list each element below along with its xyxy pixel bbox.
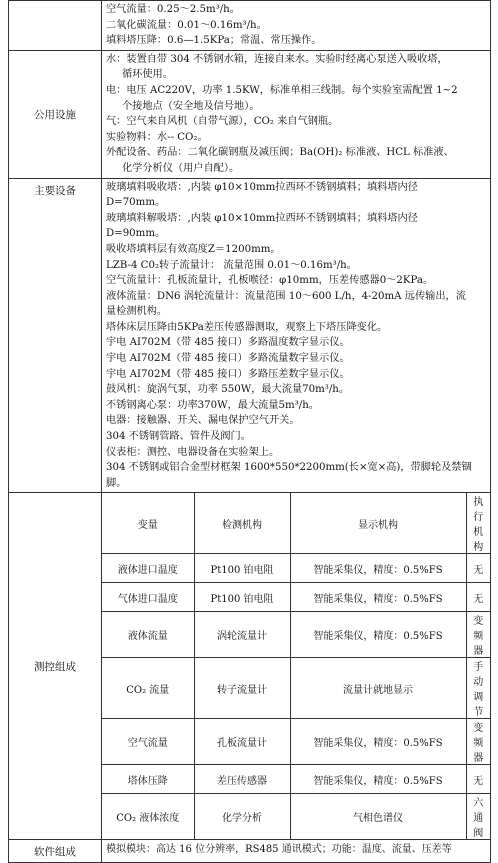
param-line: 填料塔压降：0.6—1.5KPa；常温、常压操作。 xyxy=(106,35,322,47)
table-row xyxy=(102,612,490,658)
software-label: 软件组成 xyxy=(9,840,102,863)
cell-display: 流量计就地显示 xyxy=(290,658,466,719)
cell-detection: 差压传感器 xyxy=(194,765,290,794)
table-row xyxy=(102,719,490,765)
cell-detection: 转子流量计 xyxy=(194,658,290,719)
equipment-line: 仪表柜：测控、电器设备在实验架上。 xyxy=(106,446,280,458)
equipment-line: 脚。 xyxy=(106,477,127,489)
equipment-line: 304 不锈钢管路、管件及阀门。 xyxy=(106,431,251,443)
table-row xyxy=(102,583,490,612)
cell-actuator: 手动调节 xyxy=(466,658,490,719)
equipment-line: 吸收塔填料层有效高度Z＝1200mm。 xyxy=(106,243,281,255)
public-facilities-label: 公用设施 xyxy=(9,50,102,178)
header-detection: 检测机构 xyxy=(194,493,290,554)
cell-actuator: 变频器 xyxy=(466,719,490,765)
cell-detection: 孔板流量计 xyxy=(194,719,290,765)
param-line: 二氧化碳流量：0.01～0.16m³/h。 xyxy=(106,19,267,31)
params-row xyxy=(9,1,491,51)
cell-detection: 涡轮流量计 xyxy=(194,612,290,658)
cell-actuator: 无 xyxy=(466,765,490,794)
cell-actuator: 无 xyxy=(466,554,490,583)
equipment-line: 玻璃填料吸收塔：,内装 φ10×10mm拉西环不锈钢填料；填料塔内径 xyxy=(106,181,418,193)
equipment-line: 宇电 AI702M（带 485 接口）多路温度数字显示仪。 xyxy=(106,337,350,349)
equipment-line: D=70mm。 xyxy=(106,197,166,209)
equipment-label: 主要设备 xyxy=(9,178,102,493)
cell-variable: 空气流量 xyxy=(102,719,194,765)
cell-detection: Pt100 铂电阻 xyxy=(194,554,290,583)
cell-display: 智能采集仪，精度：0.5%FS xyxy=(290,612,466,658)
cell-detection: 化学分析 xyxy=(194,794,290,840)
public-facilities-row xyxy=(9,50,491,178)
facility-line: 化学分析仪（用户自配）。 xyxy=(122,162,240,174)
facility-line: 外配设备、药品：二氧化碳钢瓶及减压阀；Ba(OH)₂ 标准液、HCL 标准液、 xyxy=(106,147,454,159)
cell-variable: CO₂ 流量 xyxy=(102,658,194,719)
software-text: 模拟模块：高达 16 位分辨率，RS485 通讯模式；功能：温度、流量、压差等 xyxy=(106,844,452,856)
equipment-row xyxy=(9,178,491,493)
control-table xyxy=(102,493,490,839)
control-label: 测控组成 xyxy=(9,493,102,840)
cell-variable: 气体进口温度 xyxy=(102,583,194,612)
software-row xyxy=(9,840,491,863)
cell-variable: CO₂ 液体浓度 xyxy=(102,794,194,840)
facility-line: 气：空气来自风机（自带气源），CO₂ 来自气钢瓶。 xyxy=(106,116,339,128)
equipment-line: 鼓风机：旋涡气泵，功率 550W，最大流量70m³/h。 xyxy=(106,384,350,396)
cell-variable: 液体进口温度 xyxy=(102,554,194,583)
equipment-line: 液体流量：DN6 涡轮流量计：流量范围 10～600 L/h，4-20mA 远传输出，流 xyxy=(106,290,466,302)
param-line: 空气流量：0.25～2.5m³/h。 xyxy=(106,4,240,15)
cell-display: 智能采集仪，精度：0.5%FS xyxy=(290,719,466,765)
facility-line: 循环使用。 xyxy=(122,69,173,81)
cell-variable: 液体流量 xyxy=(102,612,194,658)
equipment-line: 电器：接触器、开关、漏电保护空气开关。 xyxy=(106,415,300,427)
equipment-line: D=90mm。 xyxy=(106,228,166,240)
facility-line: 个接地点（安全地及信号地）。 xyxy=(122,100,260,112)
cell-display: 气相色谱仪 xyxy=(290,794,466,840)
equipment-line: 宇电 AI702M（带 485 接口）多路压差数字显示仪。 xyxy=(106,368,350,380)
equipment-line: 304 不锈钢或铝合金型材框架 1600*550*2200mm(长×宽×高)，带脚轮及禁锢 xyxy=(106,462,472,474)
control-row xyxy=(9,493,491,840)
spec-table xyxy=(8,0,491,863)
params-label-cell xyxy=(9,1,102,51)
facility-line: 水：装置自带 304 不锈钢水箱，连接自来水。实验时经离心泵送入吸收塔， xyxy=(106,53,448,65)
equipment-content xyxy=(102,179,490,493)
spec-document xyxy=(8,0,491,863)
cell-actuator: 无 xyxy=(466,583,490,612)
equipment-line: 空气流量计：孔板流量计，孔板喉径：φ10mm，压差传感器0～2KPa。 xyxy=(106,275,434,287)
params-content xyxy=(102,1,490,50)
facility-line: 实验物料：水-- CO₂。 xyxy=(106,131,208,143)
cell-display: 智能采集仪，精度：0.5%FS xyxy=(290,583,466,612)
equipment-line: 宇电 AI702M（带 485 接口）多路流量数字显示仪。 xyxy=(106,353,350,365)
table-row xyxy=(102,765,490,794)
equipment-line: 量检测机构。 xyxy=(106,306,168,318)
cell-actuator: 变频器 xyxy=(466,612,490,658)
control-header-row xyxy=(102,493,490,554)
table-row xyxy=(102,554,490,583)
header-variable: 变量 xyxy=(102,493,194,554)
equipment-line: 塔体床层压降由5KPa差压传感器测取，观察上下塔压降变化。 xyxy=(106,321,388,333)
cell-display: 智能采集仪，精度：0.5%FS xyxy=(290,765,466,794)
cell-display: 智能采集仪，精度：0.5%FS xyxy=(290,554,466,583)
public-facilities-content xyxy=(102,51,490,178)
table-row xyxy=(102,658,490,719)
facility-line: 电：电压 AC220V，功率 1.5KW，标准单相三线制。每个实验室需配置 1~2 xyxy=(106,84,458,96)
cell-variable: 塔体压降 xyxy=(102,765,194,794)
equipment-line: 玻璃填料解吸塔：,内装 φ10×10mm拉西环不锈钢填料；填料塔内径 xyxy=(106,212,418,224)
equipment-line: 不锈钢离心泵：功率370W，最大流量5m³/h。 xyxy=(106,399,319,411)
header-actuator: 执行机构 xyxy=(466,493,490,554)
table-row xyxy=(102,794,490,840)
cell-actuator: 六通阀 xyxy=(466,794,490,840)
cell-detection: Pt100 铂电阻 xyxy=(194,583,290,612)
equipment-line: LZB-4 C0₂转子流量计： 流量范围 0.01～0.16m³/h。 xyxy=(106,259,357,271)
header-display: 显示机构 xyxy=(290,493,466,554)
